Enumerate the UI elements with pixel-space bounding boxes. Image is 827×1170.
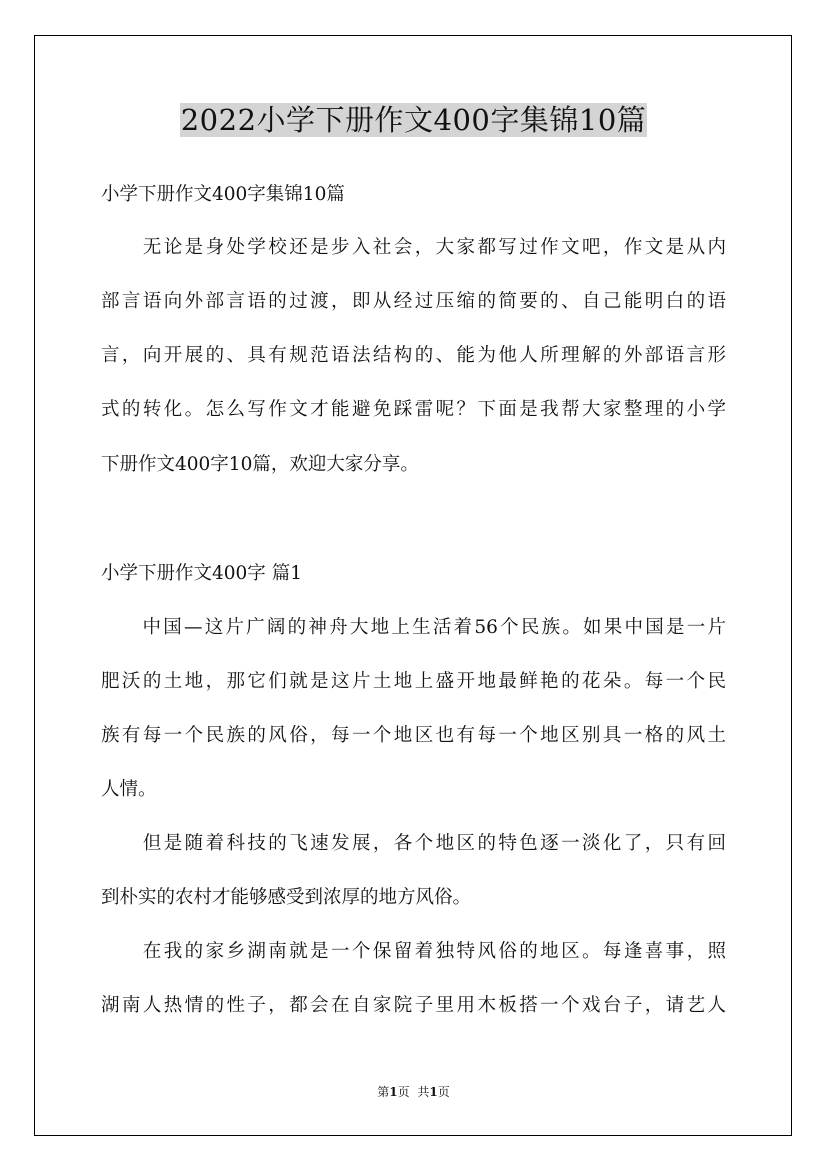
intro-line-5: 下册作文400字10篇，欢迎大家分享。 [101,454,419,475]
intro-line-3: 言，向开展的、具有规范语法结构的、能为他人所理解的外部语言形 [101,345,726,366]
intro-line-4: 式的转化。怎么写作文才能避免踩雷呢？下面是我帮大家整理的小学 [101,399,726,420]
page-footer [0,1084,827,1100]
body-line-1: 中国—这片广阔的神舟大地上生活着56个民族。如果中国是一片 [101,617,726,638]
footer-total-prefix: 共 [417,1085,430,1099]
body-line-3: 族有每一个民族的风俗，每一个地区也有每一个地区别具一格的风土 [101,725,726,746]
document-title [0,100,827,140]
body-line-8: 湖南人热情的性子，都会在自家院子里用木板搭一个戏台子，请艺人 [101,995,726,1016]
footer-total-suffix: 页 [437,1085,450,1099]
body-line-7: 在我的家乡湖南就是一个保留着独特风俗的地区。每逢喜事，照 [101,941,726,962]
footer-total-number: 1 [429,1085,438,1099]
body-line-6: 到朴实的农村才能够感受到浓厚的地方风俗。 [101,887,472,908]
footer-page-number: 1 [389,1085,398,1099]
footer-page-suffix: 页 [397,1085,410,1099]
section-heading: 小学下册作文400字 篇1 [101,563,302,584]
intro-line-2: 部言语向外部言语的过渡，即从经过压缩的简要的、自己能明白的语 [101,291,726,312]
body-line-2: 肥沃的土地，那它们就是这片土地上盛开地最鲜艳的花朵。每一个民 [101,671,726,692]
footer-page-prefix: 第 [377,1085,390,1099]
document-title-text: 2022小学下册作文400字集锦10篇 [180,103,647,137]
body-line-4: 人情。 [101,779,157,800]
document-subtitle: 小学下册作文400字集锦10篇 [101,184,345,205]
intro-line-1: 无论是身处学校还是步入社会，大家都写过作文吧，作文是从内 [101,237,726,258]
body-line-5: 但是随着科技的飞速发展，各个地区的特色逐一淡化了，只有回 [101,833,726,854]
